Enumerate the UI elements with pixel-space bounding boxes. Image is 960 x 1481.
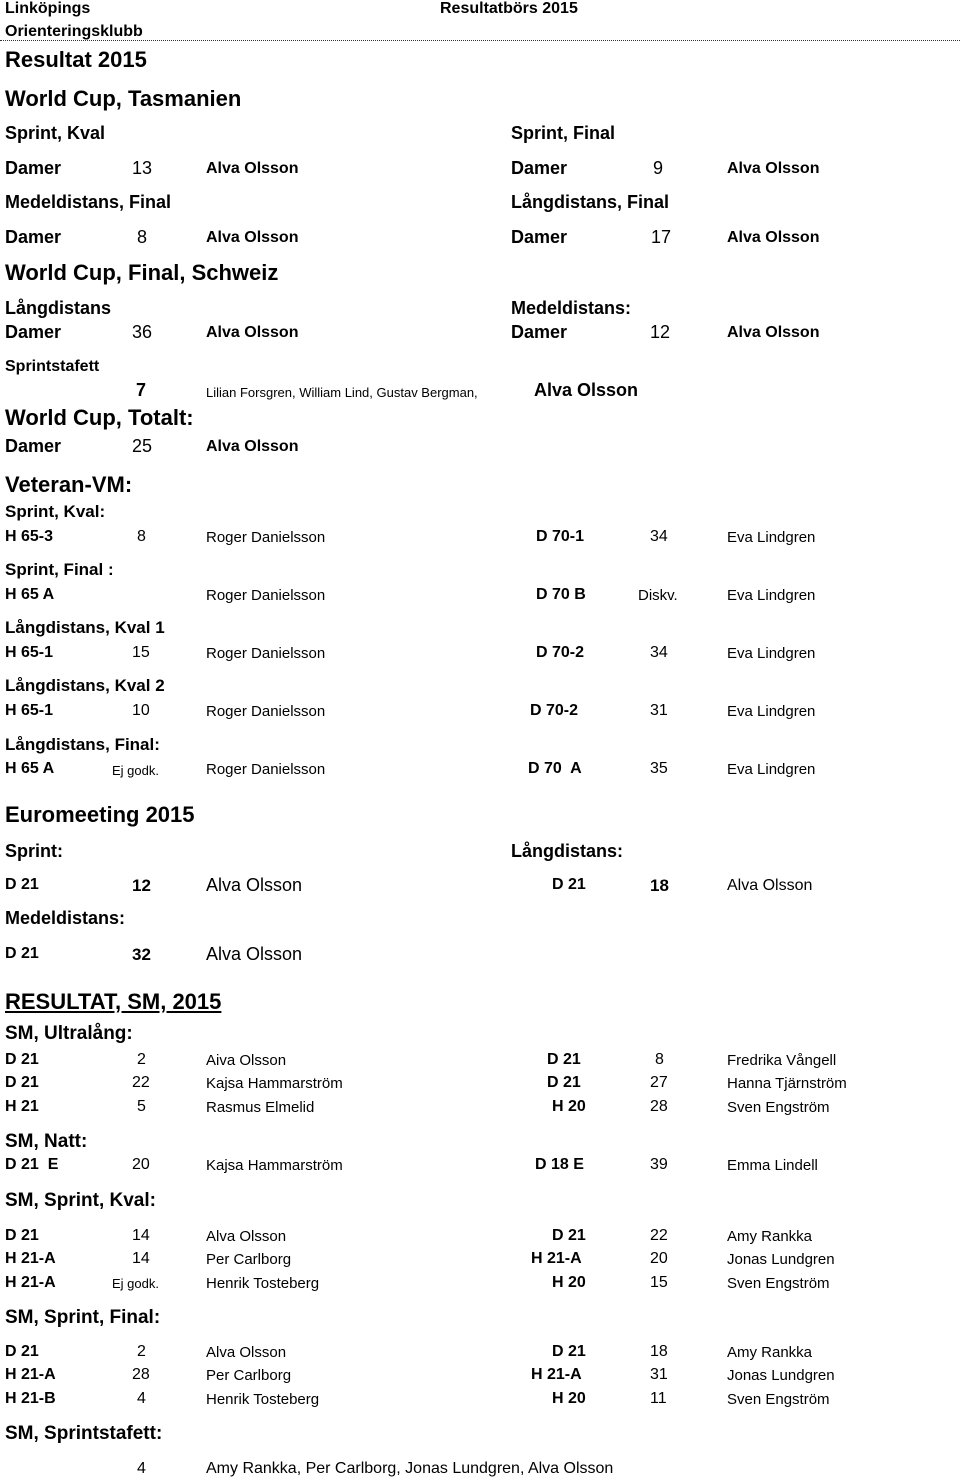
place-value: 13 bbox=[132, 158, 153, 178]
athlete-name: Rasmus Elmelid bbox=[206, 1099, 315, 1116]
place-value: 20 bbox=[132, 1156, 150, 1173]
athlete-name: Aiva Olsson bbox=[206, 1052, 287, 1069]
athlete-name: Eva Lindgren bbox=[727, 761, 816, 778]
event-label: SM, Ultralång: bbox=[5, 1023, 133, 1044]
place-value: 10 bbox=[132, 702, 150, 719]
place-value: 9 bbox=[653, 158, 664, 178]
class-label: H 65-3 bbox=[5, 528, 54, 545]
place-value: 8 bbox=[655, 1051, 664, 1068]
place-value: 20 bbox=[650, 1250, 668, 1267]
place-value: 2 bbox=[137, 1051, 146, 1068]
class-label: D 70 A bbox=[528, 760, 582, 777]
athlete-name: Alva Olsson bbox=[206, 438, 299, 455]
class-label: H 20 bbox=[552, 1390, 586, 1407]
class-label: Damer bbox=[5, 436, 62, 456]
athlete-name: Alva Olsson bbox=[206, 875, 303, 895]
place-value: 5 bbox=[137, 1098, 146, 1115]
event-label: Sprint, Final : bbox=[5, 560, 114, 579]
place-value: 4 bbox=[137, 1460, 146, 1477]
athlete-name: Sven Engström bbox=[727, 1391, 830, 1408]
class-label: H 21-A bbox=[531, 1250, 582, 1267]
athlete-name: Kajsa Hammarström bbox=[206, 1075, 343, 1092]
event-label: Medeldistans: bbox=[5, 908, 126, 928]
page-title: Resultat 2015 bbox=[5, 47, 147, 72]
athlete-name: Sven Engström bbox=[727, 1275, 830, 1292]
event-label: Långdistans: bbox=[511, 841, 624, 861]
class-label: Damer bbox=[511, 227, 568, 247]
event-label: Långdistans, Final bbox=[511, 192, 670, 212]
athlete-name: Per Carlborg bbox=[206, 1251, 292, 1268]
place-value: 31 bbox=[650, 702, 668, 719]
place-value: 12 bbox=[650, 322, 671, 342]
class-label: H 65 A bbox=[5, 586, 55, 603]
class-label: D 21 bbox=[552, 876, 586, 893]
athlete-name: Eva Lindgren bbox=[727, 645, 816, 662]
class-label: Damer bbox=[511, 158, 568, 178]
event-label: Sprintstafett bbox=[5, 358, 100, 375]
athlete-name: Henrik Tosteberg bbox=[206, 1275, 320, 1292]
place-value: 28 bbox=[650, 1098, 668, 1115]
place-value: 15 bbox=[132, 644, 150, 661]
class-label: H 20 bbox=[552, 1274, 586, 1291]
athlete-name: Alva Olsson bbox=[206, 160, 299, 177]
class-label: Damer bbox=[5, 322, 62, 342]
event-label: Långdistans, Final: bbox=[5, 735, 160, 754]
place-value: 15 bbox=[650, 1274, 668, 1291]
class-label: D 21 bbox=[5, 1343, 39, 1360]
athlete-name: Per Carlborg bbox=[206, 1367, 292, 1384]
athlete-name: Amy Rankka bbox=[727, 1228, 813, 1245]
athlete-name: Hanna Tjärnström bbox=[727, 1075, 847, 1092]
event-label: SM, Sprint, Final: bbox=[5, 1307, 161, 1328]
class-label: H 65-1 bbox=[5, 702, 54, 719]
event-label: Långdistans, Kval 2 bbox=[5, 676, 165, 695]
class-label: H 21-B bbox=[5, 1390, 56, 1407]
athlete-name: Jonas Lundgren bbox=[727, 1251, 835, 1268]
athlete-name: Alva Olsson bbox=[727, 160, 820, 177]
athlete-name-highlight: Alva Olsson bbox=[534, 380, 639, 400]
place-value: 4 bbox=[137, 1390, 146, 1407]
place-value: 18 bbox=[650, 1343, 668, 1360]
class-label: H 65 A bbox=[5, 760, 55, 777]
place-value: 18 bbox=[650, 876, 669, 895]
club-name-line1: Linköpings bbox=[5, 0, 91, 17]
place-value: 22 bbox=[132, 1074, 150, 1091]
class-label: Damer bbox=[5, 227, 62, 247]
class-label: D 21 bbox=[552, 1343, 586, 1360]
athlete-name: Alva Olsson bbox=[206, 229, 299, 246]
athlete-name: Roger Danielsson bbox=[206, 703, 326, 720]
athlete-name: Fredrika Vångell bbox=[727, 1052, 837, 1069]
class-label: D 70 B bbox=[536, 586, 586, 603]
section-title-sm-2015: RESULTAT, SM, 2015 bbox=[5, 989, 222, 1014]
class-label: D 21 bbox=[5, 945, 39, 962]
place-value: 34 bbox=[650, 528, 668, 545]
event-label: SM, Natt: bbox=[5, 1131, 88, 1152]
section-title-euromeeting: Euromeeting 2015 bbox=[5, 802, 195, 827]
athlete-name: Alva Olsson bbox=[206, 324, 299, 341]
athlete-name: Eva Lindgren bbox=[727, 529, 816, 546]
place-value: 8 bbox=[137, 528, 146, 545]
class-label: H 21-A bbox=[5, 1250, 56, 1267]
place-value: 2 bbox=[137, 1343, 146, 1360]
class-label: H 21-A bbox=[5, 1366, 56, 1383]
athlete-name: Alva Olsson bbox=[206, 1228, 287, 1245]
event-label: Medeldistans, Final bbox=[5, 192, 172, 212]
place-value: Ej godk. bbox=[112, 1276, 159, 1291]
event-label: SM, Sprintstafett: bbox=[5, 1423, 163, 1444]
section-title-veteran-vm: Veteran-VM: bbox=[5, 472, 133, 497]
class-label: H 65-1 bbox=[5, 644, 54, 661]
class-label: Damer bbox=[5, 158, 62, 178]
place-value: 27 bbox=[650, 1074, 668, 1091]
event-label: Sprint: bbox=[5, 841, 63, 861]
athlete-name: Roger Danielsson bbox=[206, 761, 326, 778]
class-label: D 21 E bbox=[5, 1156, 59, 1173]
athlete-name: Roger Danielsson bbox=[206, 587, 326, 604]
class-label: H 21-A bbox=[5, 1274, 56, 1291]
place-value: 22 bbox=[650, 1227, 668, 1244]
class-label: D 70-1 bbox=[536, 528, 585, 545]
place-value: 28 bbox=[132, 1366, 150, 1383]
place-value: 14 bbox=[132, 1227, 150, 1244]
athlete-name: Henrik Tosteberg bbox=[206, 1391, 320, 1408]
class-label: D 21 bbox=[547, 1051, 581, 1068]
event-label: Långdistans, Kval 1 bbox=[5, 618, 165, 637]
athlete-name: Jonas Lundgren bbox=[727, 1367, 835, 1384]
place-value: 35 bbox=[650, 760, 668, 777]
place-value: 31 bbox=[650, 1366, 668, 1383]
class-label: D 70-2 bbox=[536, 644, 585, 661]
document-title: Resultatbörs 2015 bbox=[440, 0, 578, 17]
section-title-wc-tasmanien: World Cup, Tasmanien bbox=[5, 86, 242, 111]
club-name-line2: Orienteringsklubb bbox=[5, 23, 143, 40]
place-value: 25 bbox=[132, 436, 153, 456]
athlete-name: Eva Lindgren bbox=[727, 703, 816, 720]
class-label: D 21 bbox=[5, 1051, 39, 1068]
athlete-name: Kajsa Hammarström bbox=[206, 1157, 343, 1174]
athlete-name: Alva Olsson bbox=[727, 229, 820, 246]
class-label: D 70-2 bbox=[530, 702, 579, 719]
place-value: 32 bbox=[132, 945, 151, 964]
place-value: 17 bbox=[651, 227, 672, 247]
place-value: 7 bbox=[136, 380, 147, 400]
place-value: 36 bbox=[132, 322, 153, 342]
class-label: H 21-A bbox=[531, 1366, 582, 1383]
class-label: D 21 bbox=[5, 1227, 39, 1244]
class-label: H 20 bbox=[552, 1098, 586, 1115]
class-label: Damer bbox=[511, 322, 568, 342]
place-value: Diskv. bbox=[638, 587, 678, 604]
team-members: Amy Rankka, Per Carlborg, Jonas Lundgren, Alva Olsson bbox=[206, 1460, 614, 1477]
athlete-name: Eva Lindgren bbox=[727, 587, 816, 604]
class-label: D 18 E bbox=[535, 1156, 584, 1173]
athlete-name: Alva Olsson bbox=[206, 944, 303, 964]
athlete-name: Emma Lindell bbox=[727, 1157, 818, 1174]
athlete-name: Roger Danielsson bbox=[206, 645, 326, 662]
athlete-name: Alva Olsson bbox=[727, 324, 820, 341]
event-label: Långdistans bbox=[5, 298, 112, 318]
section-title-wc-totalt: World Cup, Totalt: bbox=[5, 405, 194, 430]
class-label: D 21 bbox=[5, 1074, 39, 1091]
athlete-name: Roger Danielsson bbox=[206, 529, 326, 546]
team-members: Lilian Forsgren, William Lind, Gustav Bergman, bbox=[206, 385, 478, 400]
place-value: 14 bbox=[132, 1250, 150, 1267]
place-value: 11 bbox=[650, 1390, 667, 1407]
event-label: SM, Sprint, Kval: bbox=[5, 1190, 156, 1211]
class-label: D 21 bbox=[552, 1227, 586, 1244]
athlete-name: Sven Engström bbox=[727, 1099, 830, 1116]
athlete-name: Amy Rankka bbox=[727, 1344, 813, 1361]
class-label: D 21 bbox=[547, 1074, 581, 1091]
event-label: Medeldistans: bbox=[511, 298, 632, 318]
place-value: 12 bbox=[132, 876, 151, 895]
event-label: Sprint, Final bbox=[511, 123, 616, 143]
athlete-name: Alva Olsson bbox=[727, 877, 813, 894]
event-label: Sprint, Kval bbox=[5, 123, 106, 143]
class-label: H 21 bbox=[5, 1098, 39, 1115]
event-label: Sprint, Kval: bbox=[5, 502, 106, 521]
place-value: Ej godk. bbox=[112, 763, 159, 778]
section-title-wc-schweiz: World Cup, Final, Schweiz bbox=[5, 260, 279, 285]
place-value: 39 bbox=[650, 1156, 668, 1173]
athlete-name: Alva Olsson bbox=[206, 1344, 287, 1361]
header-divider bbox=[0, 40, 960, 41]
class-label: D 21 bbox=[5, 876, 39, 893]
place-value: 34 bbox=[650, 644, 668, 661]
place-value: 8 bbox=[137, 227, 148, 247]
